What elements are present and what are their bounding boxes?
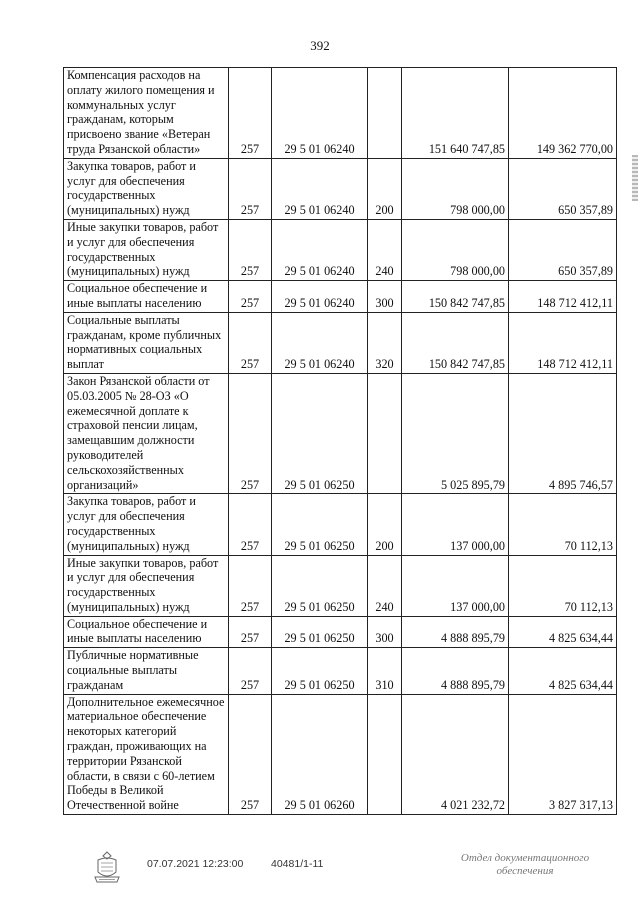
cell-actual-amount: 70 112,13	[509, 494, 617, 555]
cell-name: Социальное обеспечение и иные выплаты населению	[64, 616, 229, 648]
cell-expense-type: 240	[368, 219, 402, 280]
table-row	[64, 68, 617, 159]
cell-planned-amount: 151 640 747,85	[402, 68, 509, 159]
cell-admin-code: 257	[229, 219, 272, 280]
cell-name: Компенсация расходов на оплату жилого помещения и коммунальных услуг гражданам, которым присвоено звание «Ветеран труда Рязанской области»	[64, 68, 229, 159]
cell-planned-amount: 137 000,00	[402, 555, 509, 616]
cell-expense-type: 300	[368, 281, 402, 313]
cell-expense-type	[368, 694, 402, 814]
cell-actual-amount: 650 357,89	[509, 219, 617, 280]
cell-name: Публичные нормативные социальные выплаты гражданам	[64, 648, 229, 694]
cell-expense-type	[368, 68, 402, 159]
table-row	[64, 158, 617, 219]
cell-name: Закупка товаров, работ и услуг для обеспечения государственных (муниципальных) нужд	[64, 158, 229, 219]
cell-actual-amount: 4 825 634,44	[509, 648, 617, 694]
cell-planned-amount: 4 888 895,79	[402, 648, 509, 694]
footer-timestamp: 07.07.2021 12:23:00	[147, 858, 244, 870]
cell-expense-type	[368, 373, 402, 493]
cell-target-article: 29 5 01 06260	[272, 694, 368, 814]
cell-name: Социальные выплаты гражданам, кроме публичных нормативных социальных выплат	[64, 312, 229, 373]
cell-name: Дополнительное ежемесячное материальное обеспечение некоторых категорий граждан, проживающих на территории Рязанской области, в связи с 60-летием Победы в Великой Отечественной войне	[64, 694, 229, 814]
cell-expense-type: 240	[368, 555, 402, 616]
cell-actual-amount: 148 712 412,11	[509, 281, 617, 313]
cell-target-article: 29 5 01 06250	[272, 555, 368, 616]
table-row	[64, 312, 617, 373]
scan-edge-mark	[632, 155, 638, 201]
cell-actual-amount: 148 712 412,11	[509, 312, 617, 373]
cell-admin-code: 257	[229, 555, 272, 616]
cell-admin-code: 257	[229, 694, 272, 814]
cell-planned-amount: 798 000,00	[402, 158, 509, 219]
cell-expense-type: 200	[368, 158, 402, 219]
stamp-line-2: обеспечения	[496, 865, 554, 877]
cell-target-article: 29 5 01 06250	[272, 373, 368, 493]
cell-admin-code: 257	[229, 68, 272, 159]
cell-name: Закон Рязанской области от 05.03.2005 № 28-ОЗ «О ежемесячной доплате к страховой пенсии лицам, замещавшим должности руководителей сельскохозяйственных организаций»	[64, 373, 229, 493]
footer-registration-number: 40481/1-11	[271, 858, 324, 870]
table-row	[64, 281, 617, 313]
cell-target-article: 29 5 01 06240	[272, 281, 368, 313]
cell-target-article: 29 5 01 06250	[272, 616, 368, 648]
cell-expense-type: 200	[368, 494, 402, 555]
cell-planned-amount: 798 000,00	[402, 219, 509, 280]
cell-actual-amount: 149 362 770,00	[509, 68, 617, 159]
cell-target-article: 29 5 01 06250	[272, 648, 368, 694]
table-row	[64, 616, 617, 648]
cell-admin-code: 257	[229, 373, 272, 493]
cell-expense-type: 320	[368, 312, 402, 373]
table-row	[64, 373, 617, 493]
cell-actual-amount: 3 827 317,13	[509, 694, 617, 814]
cell-target-article: 29 5 01 06240	[272, 219, 368, 280]
cell-name: Иные закупки товаров, работ и услуг для обеспечения государственных (муниципальных) нужд	[64, 219, 229, 280]
cell-target-article: 29 5 01 06240	[272, 158, 368, 219]
cell-planned-amount: 137 000,00	[402, 494, 509, 555]
cell-planned-amount: 150 842 747,85	[402, 281, 509, 313]
cell-expense-type: 300	[368, 616, 402, 648]
cell-target-article: 29 5 01 06240	[272, 68, 368, 159]
cell-planned-amount: 4 021 232,72	[402, 694, 509, 814]
table-row	[64, 494, 617, 555]
table-row	[64, 219, 617, 280]
cell-admin-code: 257	[229, 616, 272, 648]
cell-actual-amount: 4 825 634,44	[509, 616, 617, 648]
cell-name: Социальное обеспечение и иные выплаты населению	[64, 281, 229, 313]
cell-planned-amount: 5 025 895,79	[402, 373, 509, 493]
cell-planned-amount: 150 842 747,85	[402, 312, 509, 373]
cell-name: Иные закупки товаров, работ и услуг для обеспечения государственных (муниципальных) нужд	[64, 555, 229, 616]
cell-admin-code: 257	[229, 312, 272, 373]
cell-admin-code: 257	[229, 494, 272, 555]
cell-admin-code: 257	[229, 648, 272, 694]
stamp-line-1: Отдел документационного	[460, 852, 590, 864]
budget-table	[63, 67, 617, 815]
cell-admin-code: 257	[229, 158, 272, 219]
cell-admin-code: 257	[229, 281, 272, 313]
table-body	[64, 68, 617, 815]
cell-actual-amount: 4 895 746,57	[509, 373, 617, 493]
department-stamp	[440, 852, 610, 878]
cell-actual-amount: 650 357,89	[509, 158, 617, 219]
cell-name: Закупка товаров, работ и услуг для обеспечения государственных (муниципальных) нужд	[64, 494, 229, 555]
cell-expense-type: 310	[368, 648, 402, 694]
table-row	[64, 694, 617, 814]
cell-target-article: 29 5 01 06240	[272, 312, 368, 373]
coat-of-arms-icon	[91, 850, 123, 886]
page-footer	[0, 850, 640, 890]
cell-target-article: 29 5 01 06250	[272, 494, 368, 555]
table-row	[64, 555, 617, 616]
cell-planned-amount: 4 888 895,79	[402, 616, 509, 648]
page-number: 392	[310, 38, 330, 53]
cell-actual-amount: 70 112,13	[509, 555, 617, 616]
table-row	[64, 648, 617, 694]
